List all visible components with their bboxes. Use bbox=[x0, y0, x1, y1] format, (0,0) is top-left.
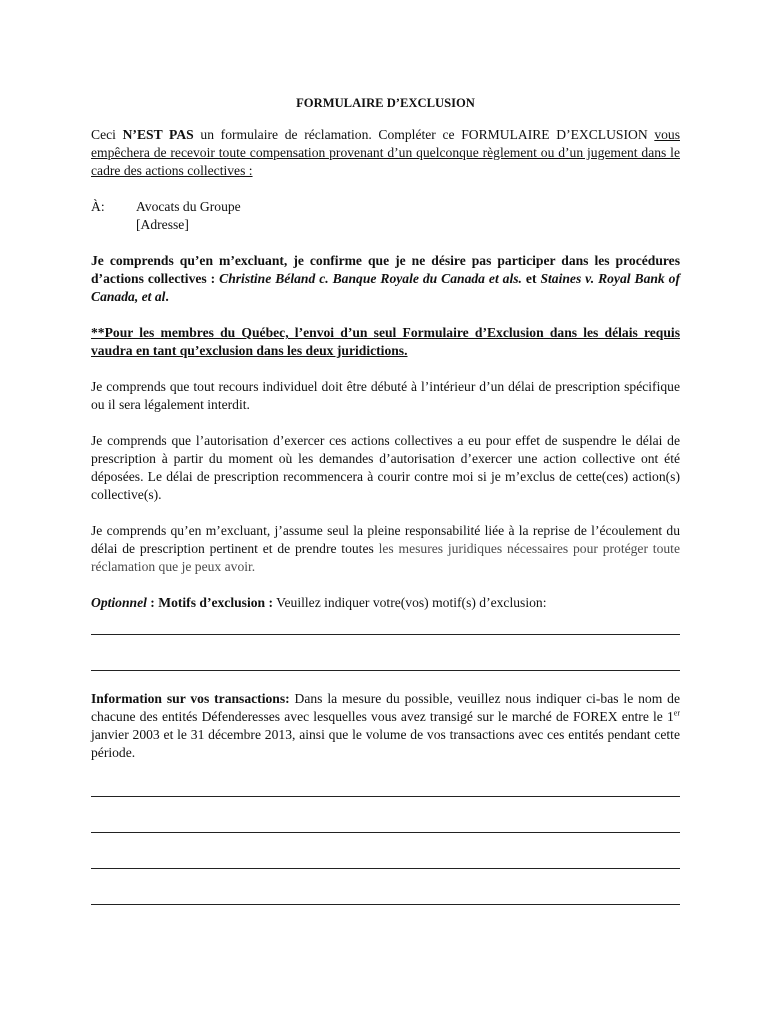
quebec-note: **Pour les membres du Québec, l’envoi d’un seul Formulaire d’Exclusion dans les délais requis vaudra en tant qu’exclusion dans les deux juridictions. bbox=[91, 325, 680, 358]
motifs-label: Motifs d’exclusion : bbox=[158, 595, 274, 610]
transactions-text-b: janvier 2003 et le 31 décembre 2013, ainsi que le volume de vos transactions avec ces entités pendant cette période. bbox=[91, 727, 680, 760]
responsibility-paragraph bbox=[91, 522, 680, 576]
declaration-and: et bbox=[521, 271, 541, 286]
authorization-paragraph: Je comprends que l’autorisation d’exercer ces actions collectives a eu pour effet de suspendre le délai de prescription à partir du moment où les demandes d’autorisation d’exercer une action collective ont été déposées. Le délai de prescription recommencera à courir contre moi si je m’exclus de cette(ces) action(s) collective(s). bbox=[91, 433, 680, 502]
address-line-2: [Adresse] bbox=[136, 217, 189, 232]
intro-text-rest: un formulaire de réclamation. Compléter ce FORMULAIRE D’EXCLUSION bbox=[193, 127, 648, 142]
recipient-address bbox=[91, 198, 680, 234]
motifs-line-1[interactable] bbox=[91, 634, 680, 635]
intro-warning-underlined: vous empêchera de recevoir toute compensation provenant d’un quelconque règlement ou d’un jugement dans le cadre des actions collectives : bbox=[91, 127, 680, 178]
transactions-sup: er bbox=[673, 708, 680, 718]
transactions-paragraph bbox=[91, 690, 680, 762]
transactions-line-3[interactable] bbox=[91, 868, 680, 869]
motifs-text: Veuillez indiquer votre(vos) motif(s) d’exclusion: bbox=[273, 595, 547, 610]
form-title: FORMULAIRE D’EXCLUSION bbox=[296, 96, 475, 110]
intro-emphasis: N’EST PAS bbox=[122, 127, 194, 142]
transactions-label: Information sur vos transactions: bbox=[91, 691, 290, 706]
case-name-1: Christine Béland c. Banque Royale du Canada et als. bbox=[219, 271, 522, 286]
address-lines bbox=[136, 198, 241, 234]
responsibility-text: Je comprends qu’en m’excluant, j’assume seul la pleine responsabilité liée à la reprise de l’écoulement du délai de prescription pertinent et de prendre toutes bbox=[91, 523, 680, 556]
transactions-line-4[interactable] bbox=[91, 904, 680, 905]
address-line-1: Avocats du Groupe bbox=[136, 199, 241, 214]
intro-paragraph bbox=[91, 126, 680, 180]
intro-text: Ceci bbox=[91, 127, 123, 142]
responsibility-text-gray: les mesures juridiques nécessaires pour protéger toute réclamation que je peux avoir. bbox=[91, 541, 680, 574]
declaration-end: . bbox=[165, 289, 169, 304]
motifs-sep: : bbox=[146, 595, 159, 610]
transactions-text-a: Dans la mesure du possible, veuillez nous indiquer ci-bas le nom de chacune des entités Défenderesses avec lesquelles vous avez transigé sur le marché de FOREX entre le 1 bbox=[91, 691, 680, 724]
motifs-optional: Optionnel bbox=[91, 595, 147, 610]
prescription-paragraph: Je comprends que tout recours individuel doit être débuté à l’intérieur d’un délai de prescription spécifique ou il sera légalement interdit. bbox=[91, 379, 680, 412]
form-content bbox=[91, 94, 680, 905]
declaration-paragraph bbox=[91, 252, 680, 306]
motifs-line-2[interactable] bbox=[91, 670, 680, 671]
motifs-prompt bbox=[91, 594, 680, 612]
declaration-text: Je comprends qu’en m’excluant, je confirme que je ne désire pas participer dans les procédures d’actions collectives : bbox=[91, 253, 680, 286]
transactions-line-1[interactable] bbox=[91, 796, 680, 797]
transactions-line-2[interactable] bbox=[91, 832, 680, 833]
address-label: À: bbox=[91, 199, 105, 214]
case-name-2: Staines v. Royal Bank of Canada, et al bbox=[91, 271, 680, 304]
